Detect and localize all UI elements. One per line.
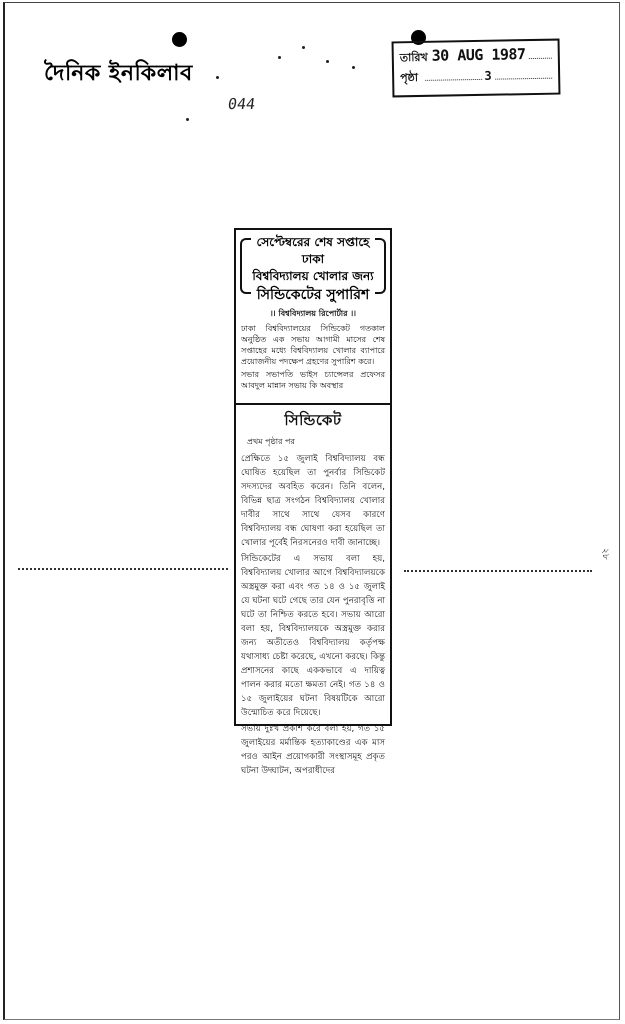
stamp-dotted-line (495, 68, 553, 80)
clipping-continued-section (236, 405, 390, 778)
punch-hole-left (172, 32, 187, 47)
stamp-date-row (400, 45, 552, 70)
headline-line-3: সিন্ডিকেটের সুপারিশ (256, 287, 370, 303)
stamp-date-value: 30 AUG 1987 (431, 45, 526, 65)
reporter-byline: ।। বিশ্ববিদ্যালয় রিপোর্টার ।। (269, 309, 357, 318)
speck (302, 46, 305, 49)
headline (249, 234, 377, 304)
side-margin-mark: ২৮ (600, 548, 610, 560)
article-paragraph-5: সভায় দুঃখ প্রকাশ করে বলা হয়, গত ১৫ জুলাইয়ের মর্মান্তিক হত্যাকাণ্ডের এক মাস পরও আইন প্রয়োগকারী সংস্থাসমূহ প্রকৃত ঘটনা উদ্ঘাটন, অপরাধীদের (241, 724, 385, 776)
speck (186, 118, 189, 121)
dotted-margin-line-left (18, 566, 228, 570)
stamp-page-label: পৃষ্ঠা (400, 71, 419, 85)
stamp-dotted-line (425, 69, 483, 81)
speck (216, 76, 219, 79)
headline-line-1: সেপ্টেম্বরের শেষ সপ্তাহে ঢাকা (256, 235, 370, 266)
stamp-page-value: 3 (484, 68, 492, 83)
stamp-dotted-line (528, 48, 551, 59)
speck (326, 60, 329, 63)
clipping-front-section (236, 230, 390, 405)
article-paragraph-3: প্রেক্ষিতে ১৫ জুলাই বিশ্ববিদ্যালয় বন্ধ ঘোষিত হয়েছিল তা পুনর্বার সিন্ডিকেট সদস্যদের অবহিত করেন। তিনি বলেন, বিভিন্ন ছাত্র সংগঠন বিশ্ববিদ্যালয় খোলার দাবীর সাথে সাথে যেসব কারণে বিশ্ববিদ্যালয় বন্ধ ঘোষণা করা হয়েছিল তা খোলার পূর্বেই নিরসনেরও দাবী জানাচ্ছে। (241, 454, 385, 548)
dotted-margin-line-right (404, 568, 592, 572)
article-paragraph-2: সভার সভাপতি ভাইস চ্যান্সেলর প্রফেসর আবদুল মান্নান সভায় কি অবস্থার (241, 370, 385, 390)
headline-bracket-right (375, 238, 386, 294)
article-paragraph-4: সিন্ডিকেটের এ সভায় বলা হয়, বিশ্ববিদ্যালয় খোলার আগে বিশ্ববিদ্যালয়কে অস্ত্রমুক্ত করা এবং গত ১৪ ও ১৫ জুলাই যে ঘটনা ঘটে গেছে তার যেন পুনরাবৃত্তি না ঘটে তা নিশ্চিত করতে হবে। সভায় আরো বলা হয়, বিশ্ববিদ্যালয়কে অস্ত্রমুক্ত করার জন্য অতীতেও বিশ্ববিদ্যালয় কর্তৃপক্ষ যথাসাধ্য চেষ্টা করেছে, এখনো করছে। কিন্তু প্রশাসনের কাছে এককভাবে এ দায়িত্ব পালন করার মতো ক্ষমতা নেই। গত ১৪ ও ১৫ জুলাইয়ের ঘটনা বিষয়টিকে আরো উন্মোচিত করে দিয়েছে। (241, 554, 385, 718)
headline-line-2: বিশ্ববিদ্যালয় খোলার জন্য (252, 269, 374, 283)
stamp-date-label: তারিখ (399, 50, 428, 65)
article-paragraph-1: ঢাকা বিশ্ববিদ্যালয়ের সিন্ডিকেট গতকাল অনুষ্ঠিত এক সভায় আগামী মাসের শেষ সপ্তাহের মধ্যে বিশ্ববিদ্যালয় খোলার ব্যাপারে প্রয়োজনীয় পদক্ষেপ গ্রহণের সুপারিশ করে। (241, 324, 385, 366)
speck (352, 66, 355, 69)
stamp-page-row (400, 67, 552, 92)
continued-note: প্রথম পৃষ্ঠার পর (247, 437, 295, 446)
file-number: 044 (226, 95, 257, 113)
date-stamp (392, 39, 561, 98)
headline-bracket-left (240, 238, 251, 294)
news-clipping (234, 228, 392, 776)
speck (278, 56, 281, 59)
newspaper-name: দৈনিক ইনকিলাব (44, 60, 193, 86)
section-title: সিন্ডিকেট (284, 411, 342, 429)
